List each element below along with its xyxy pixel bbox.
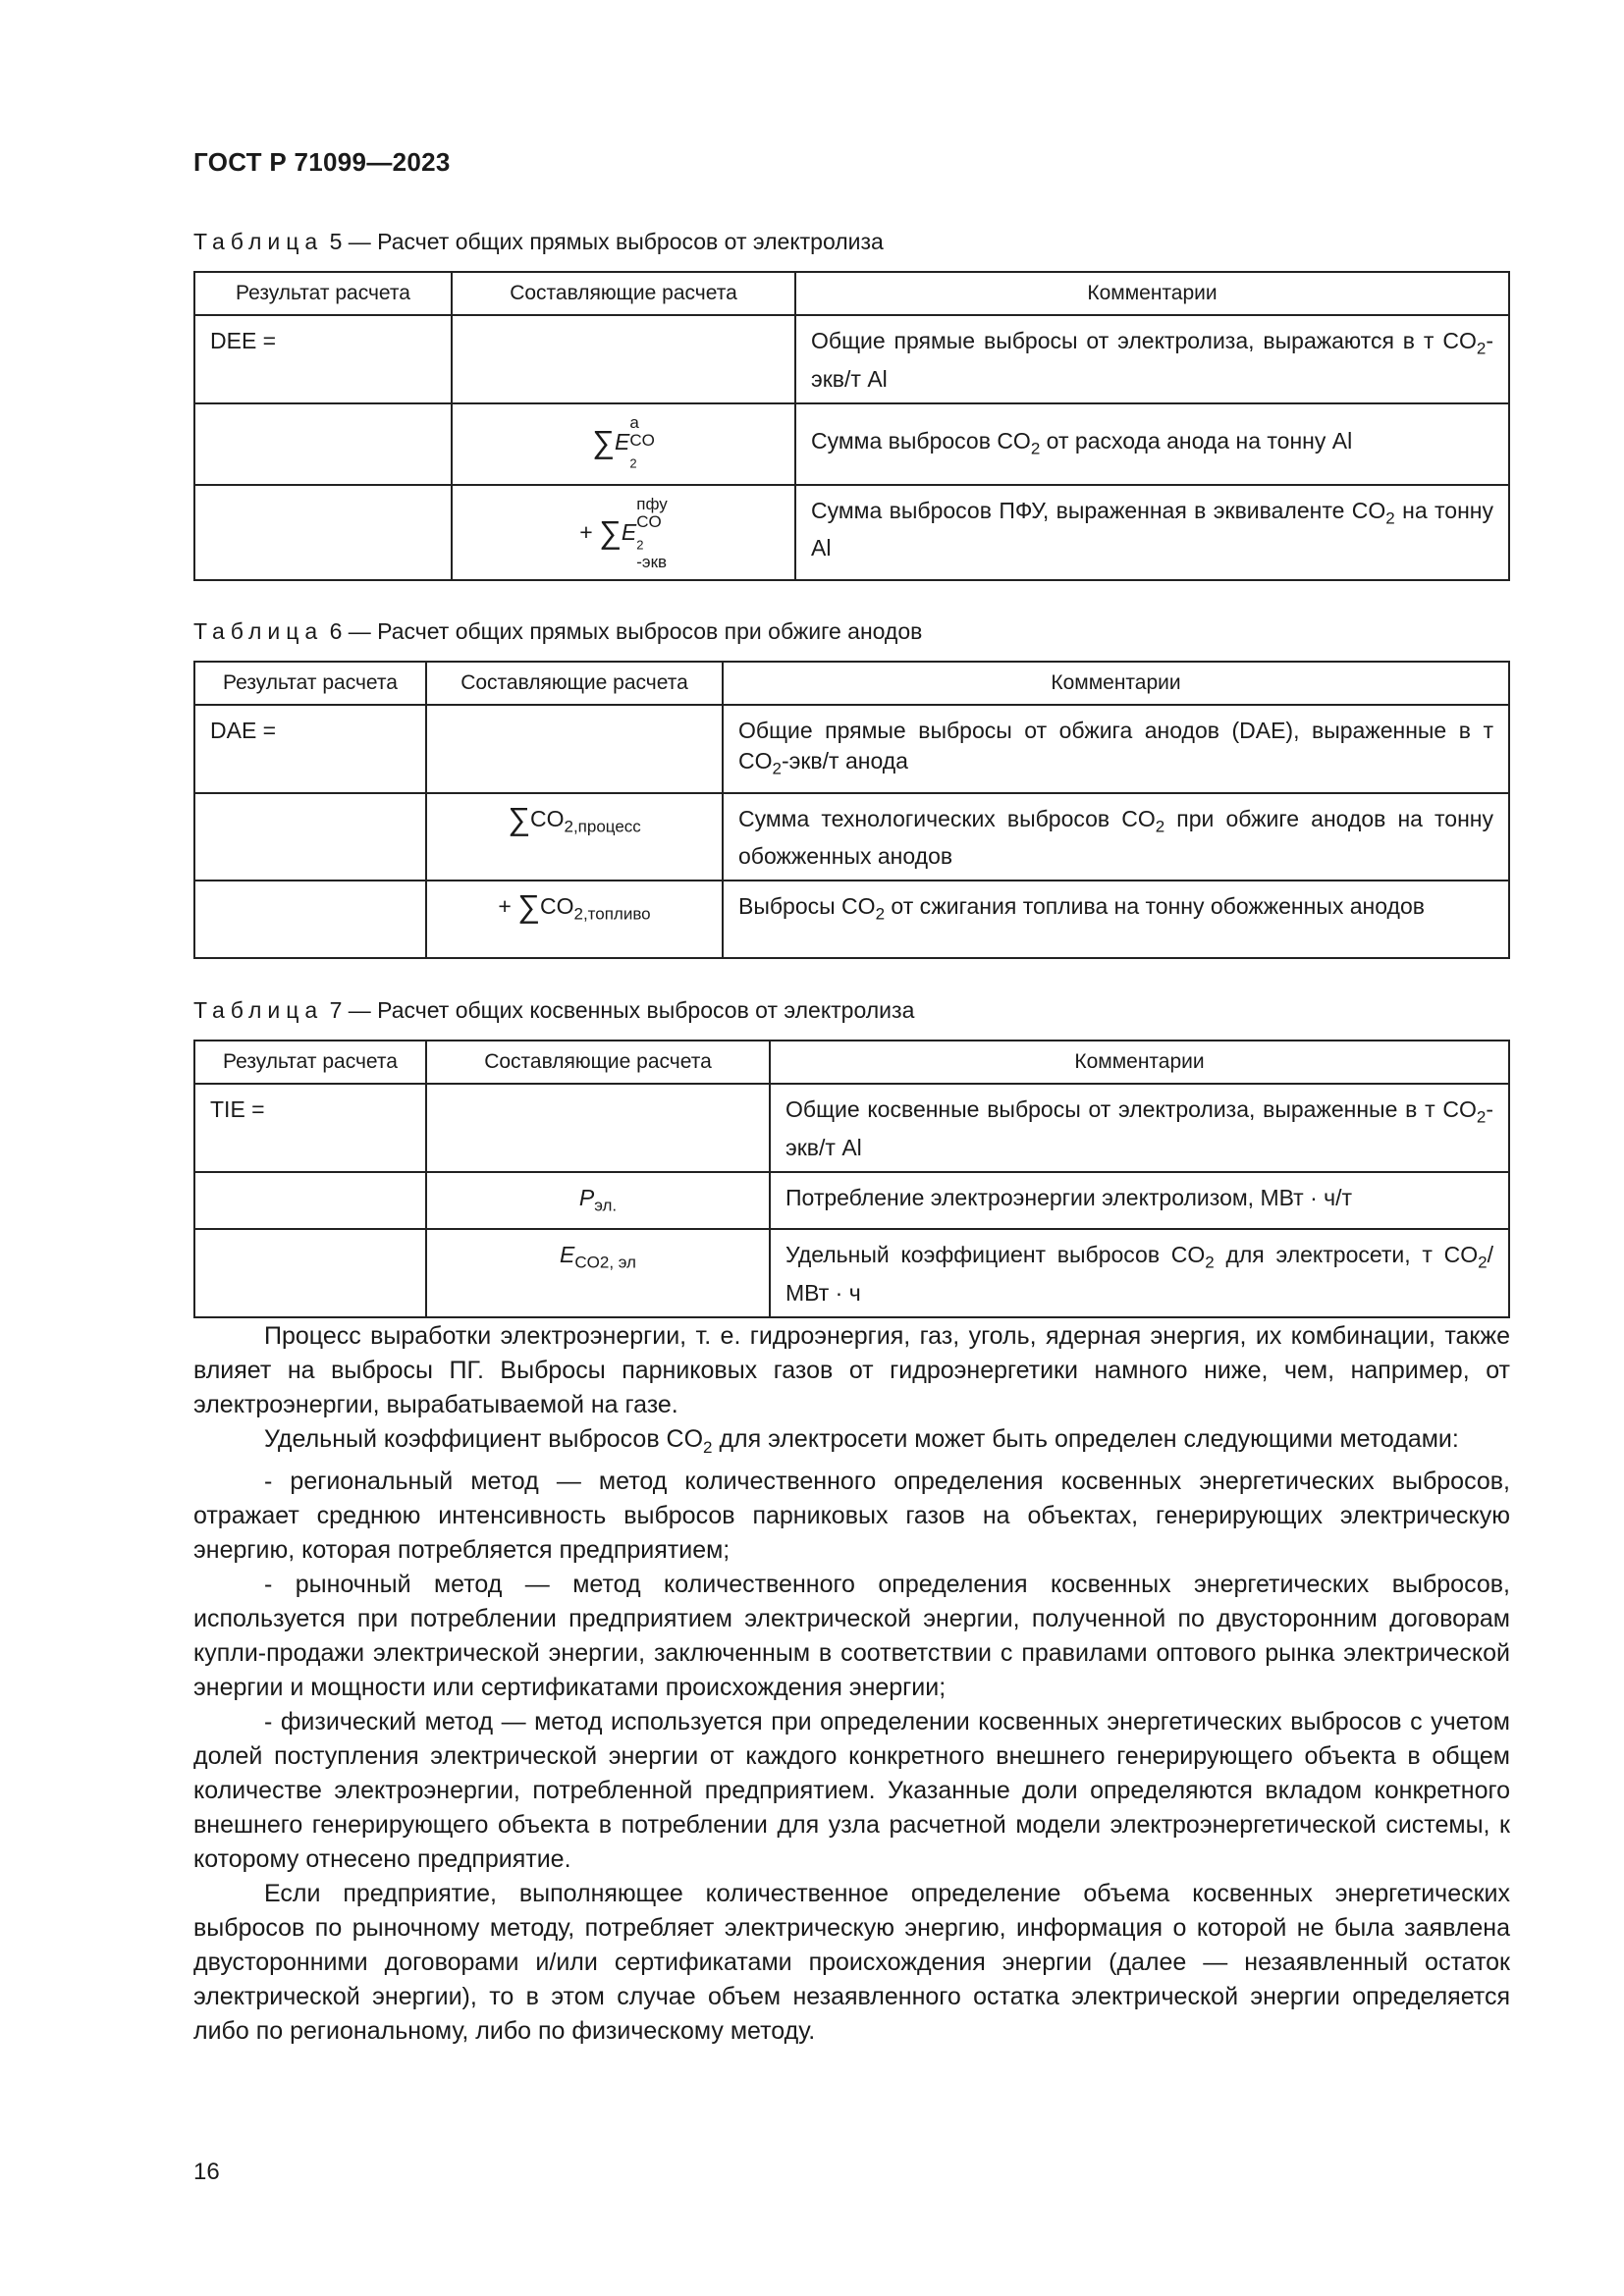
- sum-symbol: ∑: [517, 888, 540, 925]
- column-header: Результат расчета: [194, 272, 452, 315]
- table7-header-row: [194, 1041, 1509, 1084]
- result-cell: [194, 485, 452, 580]
- formula-cell: $P_{эл.}$: [426, 1172, 770, 1230]
- table5-header-row: [194, 272, 1509, 315]
- table-row: [194, 705, 1509, 793]
- formula-cell: + $\sum CO_{2,топливо}$: [426, 881, 723, 958]
- column-header: Составляющие расчета: [426, 1041, 770, 1084]
- comment-cell: Удельный коэффициент выбросов $CO_2$ для электросети, т $CO_2$/МВт · ч: [770, 1229, 1509, 1317]
- table-row: [194, 1084, 1509, 1172]
- formula-cell: ∑E а CO $_2$: [452, 403, 795, 485]
- paragraph: Процесс выработки электроэнергии, т. е. гидроэнергия, газ, уголь, ядерная энергия, их комбинации, также влияет на выбросы ПГ. Выбросы парниковых газов от гидроэнергетики намного ниже, чем, например, от электроэнергии, вырабатываемой на газе.: [193, 1322, 1510, 1418]
- column-header: Результат расчета: [194, 662, 426, 705]
- paragraph: Если предприятие, выполняющее количественное определение объема косвенных энергетических выбросов по рыночному методу, потребляет электрическую энергию, информация о которой не была заявлена двусторонними договорами и/или сертификатами происхождения энергии (далее — незаявленный остаток электрической энергии), то в этом случае объем незаявленного остатка электрической энергии определяется либо по региональному, либо по физическому методу.: [193, 1880, 1510, 2045]
- formula-cell: [426, 705, 723, 793]
- table7: [193, 1040, 1510, 1318]
- list-item: - физический метод — метод используется при определении косвенных энергетических выбросов с учетом долей поступления электрической энергии от каждого конкретного внешнего генерирующего объекта в общем количестве электроэнергии, потребленной предприятием. Указанные доли определяются вкладом конкретного внешнего генерирующего объекта в потреблении для узла расчетной модели электроэнергетической системы, к которому отнесено предприятие.: [193, 1708, 1510, 1873]
- table6-header-row: [194, 662, 1509, 705]
- result-cell: DEE =: [194, 315, 452, 403]
- comment-cell: Потребление электроэнергии электролизом, МВт · ч/т: [770, 1172, 1509, 1230]
- paragraph: Удельный коэффициент выбросов $CO_2$ для электросети может быть определен следующими методами:: [264, 1425, 1459, 1457]
- column-header: Комментарии: [770, 1041, 1509, 1084]
- formula-cell: $\sum CO_{2,процесс}$: [426, 793, 723, 881]
- comment-cell: Общие косвенные выбросы от электролиза, выраженные в т $CO_2-экв/т$ Al: [770, 1084, 1509, 1172]
- column-header: Составляющие расчета: [452, 272, 795, 315]
- sum-symbol: ∑: [599, 513, 622, 550]
- comment-cell: Сумма технологических выбросов $CO_2$ при обжиге анодов на тонну обожженных анодов: [723, 793, 1509, 881]
- result-cell: DAE =: [194, 705, 426, 793]
- column-header: Комментарии: [795, 272, 1509, 315]
- result-cell: TIE =: [194, 1084, 426, 1172]
- formula-cell: + ∑E пфу CO $_2$ -экв: [452, 485, 795, 580]
- list-item: - региональный метод — метод количественного определения косвенных энергетических выбросов, отражает среднюю интенсивность выбросов парниковых газов на объектах, генерирующих электрическую энергию, которая потребляется предприятием;: [193, 1468, 1510, 1564]
- comment-cell: Сумма выбросов ПФУ, выраженная в эквиваленте $CO_2$ на тонну Al: [795, 485, 1509, 580]
- document-header: ГОСТ Р 71099—2023: [193, 147, 451, 177]
- comment-cell: Общие прямые выбросы от обжига анодов (DAE), выраженные в т $CO_2-экв/т$ анода: [723, 705, 1509, 793]
- table-row: [194, 315, 1509, 403]
- result-cell: [194, 793, 426, 881]
- comment-cell: Сумма выбросов $CO_2$ от расхода анода на тонну Al: [795, 403, 1509, 485]
- table-row: [194, 1172, 1509, 1230]
- comment-cell: Выбросы $CO_2$ от сжигания топлива на тонну обожженных анодов: [723, 881, 1509, 958]
- table-row: [194, 793, 1509, 881]
- result-cell: [194, 1172, 426, 1230]
- table-row: [194, 403, 1509, 485]
- table6-caption: Таблица 6 — Расчет общих прямых выбросов при обжиге анодов: [193, 618, 923, 644]
- formula-cell: $E_{CO2, эл}$: [426, 1229, 770, 1317]
- table5: [193, 271, 1510, 581]
- column-header: Комментарии: [723, 662, 1509, 705]
- table-row: [194, 1229, 1509, 1317]
- table-row: [194, 881, 1509, 958]
- table7-caption: Таблица 7 — Расчет общих косвенных выбросов от электролиза: [193, 997, 915, 1023]
- table5-caption: Таблица 5 — Расчет общих прямых выбросов от электролиза: [193, 229, 884, 254]
- comment-cell: Общие прямые выбросы от электролиза, выражаются в т $CO_2-экв/т$ Al: [795, 315, 1509, 403]
- sum-symbol: ∑: [508, 800, 530, 836]
- result-cell: [194, 403, 452, 485]
- list-item: - рыночный метод — метод количественного определения косвенных энергетических выбросов, используется при потреблении предприятием электрической энергии, полученной по двусторонним договорам купли-продажи электрической энергии, заключенным в соответствии с правилами оптового рынка электрической энергии и мощности или сертификатами происхождения энергии;: [193, 1571, 1510, 1701]
- page-number: 16: [193, 2159, 220, 2185]
- result-cell: [194, 1229, 426, 1317]
- column-header: Результат расчета: [194, 1041, 426, 1084]
- body-text: [193, 1319, 1510, 2049]
- formula-cell: [426, 1084, 770, 1172]
- result-cell: [194, 881, 426, 958]
- table6: [193, 661, 1510, 959]
- formula-cell: [452, 315, 795, 403]
- table-row: [194, 485, 1509, 580]
- column-header: Составляющие расчета: [426, 662, 723, 705]
- sum-symbol: ∑: [592, 423, 615, 459]
